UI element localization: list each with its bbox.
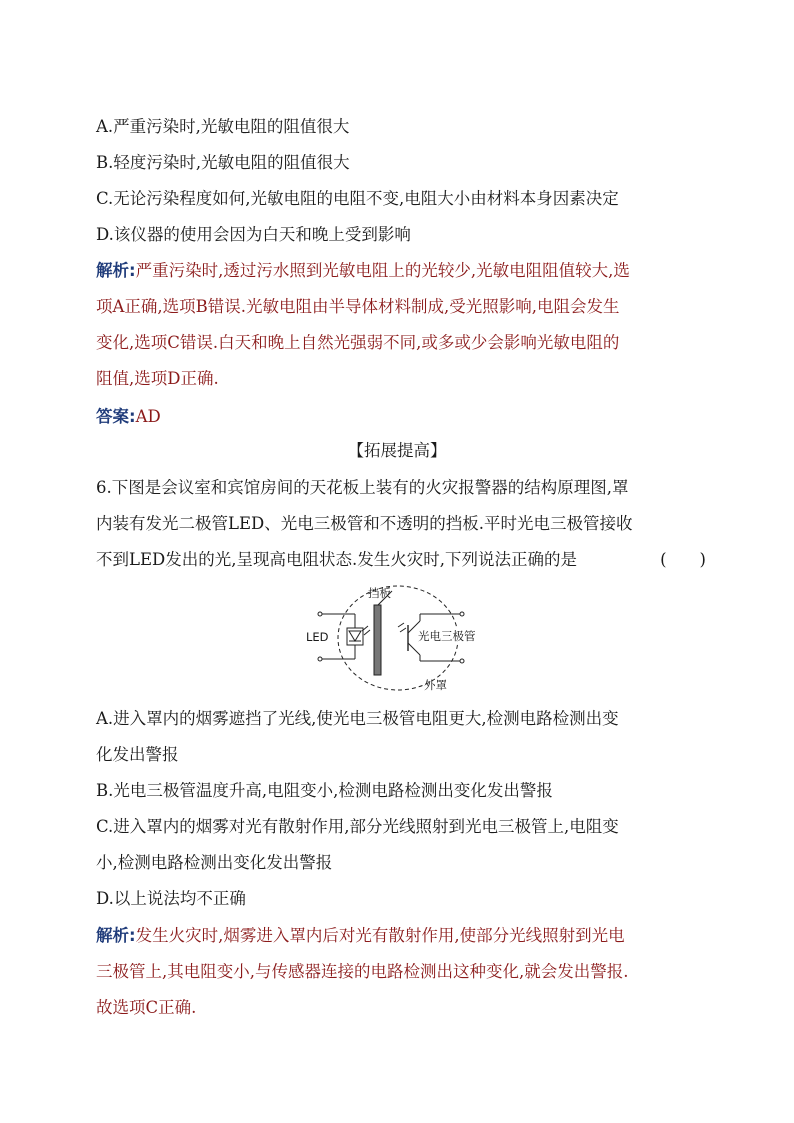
q5-answer-value: AD — [135, 407, 161, 426]
q5-analysis-line-3: 变化,选项C错误.白天和晚上自然光强弱不同,或多或少会影响光敏电阻的 — [96, 333, 620, 352]
q6-option-a-line-1: A.进入罩内的烟雾遮挡了光线,使光电三极管电阻更大,检测电路检测出变 — [96, 709, 619, 728]
q5-option-c: C.无论污染程度如何,光敏电阻的电阻不变,电阻大小由材料本身因素决定 — [96, 189, 619, 208]
q5-analysis-line-4: 阻值,选项D正确. — [96, 369, 219, 388]
label-led: LED — [306, 630, 329, 644]
q6-stem-line-3: 不到LED发出的光,呈现高电阻状态.发生火灾时,下列说法正确的是 ( ) — [96, 550, 706, 569]
label-phototransistor: 光电三极管 — [418, 629, 476, 643]
led-symbol — [347, 626, 370, 645]
q5-analysis-line-1: 解析:严重污染时,透过污水照到光敏电阻上的光较少,光敏电阻阻值较大,选 — [96, 261, 630, 280]
label-outer-cover: 外罩 — [424, 678, 447, 692]
q6-option-b: B.光电三极管温度升高,电阻变小,检测电路检测出变化发出警报 — [96, 781, 553, 800]
section-title: 【拓展提高】 — [347, 441, 447, 460]
q6-stem-line-2: 内装有发光二极管LED、光电三极管和不透明的挡板.平时光电三极管接收 — [96, 514, 633, 533]
q6-analysis-label: 解析: — [96, 926, 136, 945]
q6-stem-line-1: 6.下图是会议室和宾馆房间的天花板上装有的火灾报警器的结构原理图,罩 — [96, 478, 629, 497]
baffle-plate — [374, 605, 381, 675]
q6-option-c-line-2: 小,检测电路检测出变化发出警报 — [96, 853, 333, 872]
q6-analysis-line-3: 故选项C正确. — [96, 998, 197, 1017]
q5-option-b: B.轻度污染时,光敏电阻的阻值很大 — [96, 153, 350, 172]
q5-analysis-line-2: 项A正确,选项B错误.光敏电阻由半导体材料制成,受光照影响,电阻会发生 — [96, 297, 620, 316]
q6-analysis-line-1: 解析:发生火灾时,烟雾进入罩内后对光有散射作用,使部分光线照射到光电 — [96, 926, 625, 945]
label-baffle: 挡板 — [368, 586, 391, 600]
q5-analysis-label: 解析: — [96, 261, 136, 280]
q6-option-d: D.以上说法均不正确 — [96, 889, 246, 908]
q5-option-d: D.该仪器的使用会因为白天和晚上受到影响 — [96, 225, 411, 244]
q5-option-a: A.严重污染时,光敏电阻的阻值很大 — [96, 117, 350, 136]
q6-answer-paren: ( ) — [660, 550, 706, 569]
fire-alarm-diagram — [300, 583, 500, 695]
q5-answer — [96, 406, 706, 428]
q5-answer-label: 答案: — [96, 407, 136, 426]
q6-analysis-line-2: 三极管上,其电阻变小,与传感器连接的电路检测出这种变化,就会发出警报. — [96, 962, 629, 981]
q6-option-c-line-1: C.进入罩内的烟雾对光有散射作用,部分光线照射到光电三极管上,电阻变 — [96, 817, 619, 836]
q6-option-a-line-2: 化发出警报 — [96, 745, 179, 764]
